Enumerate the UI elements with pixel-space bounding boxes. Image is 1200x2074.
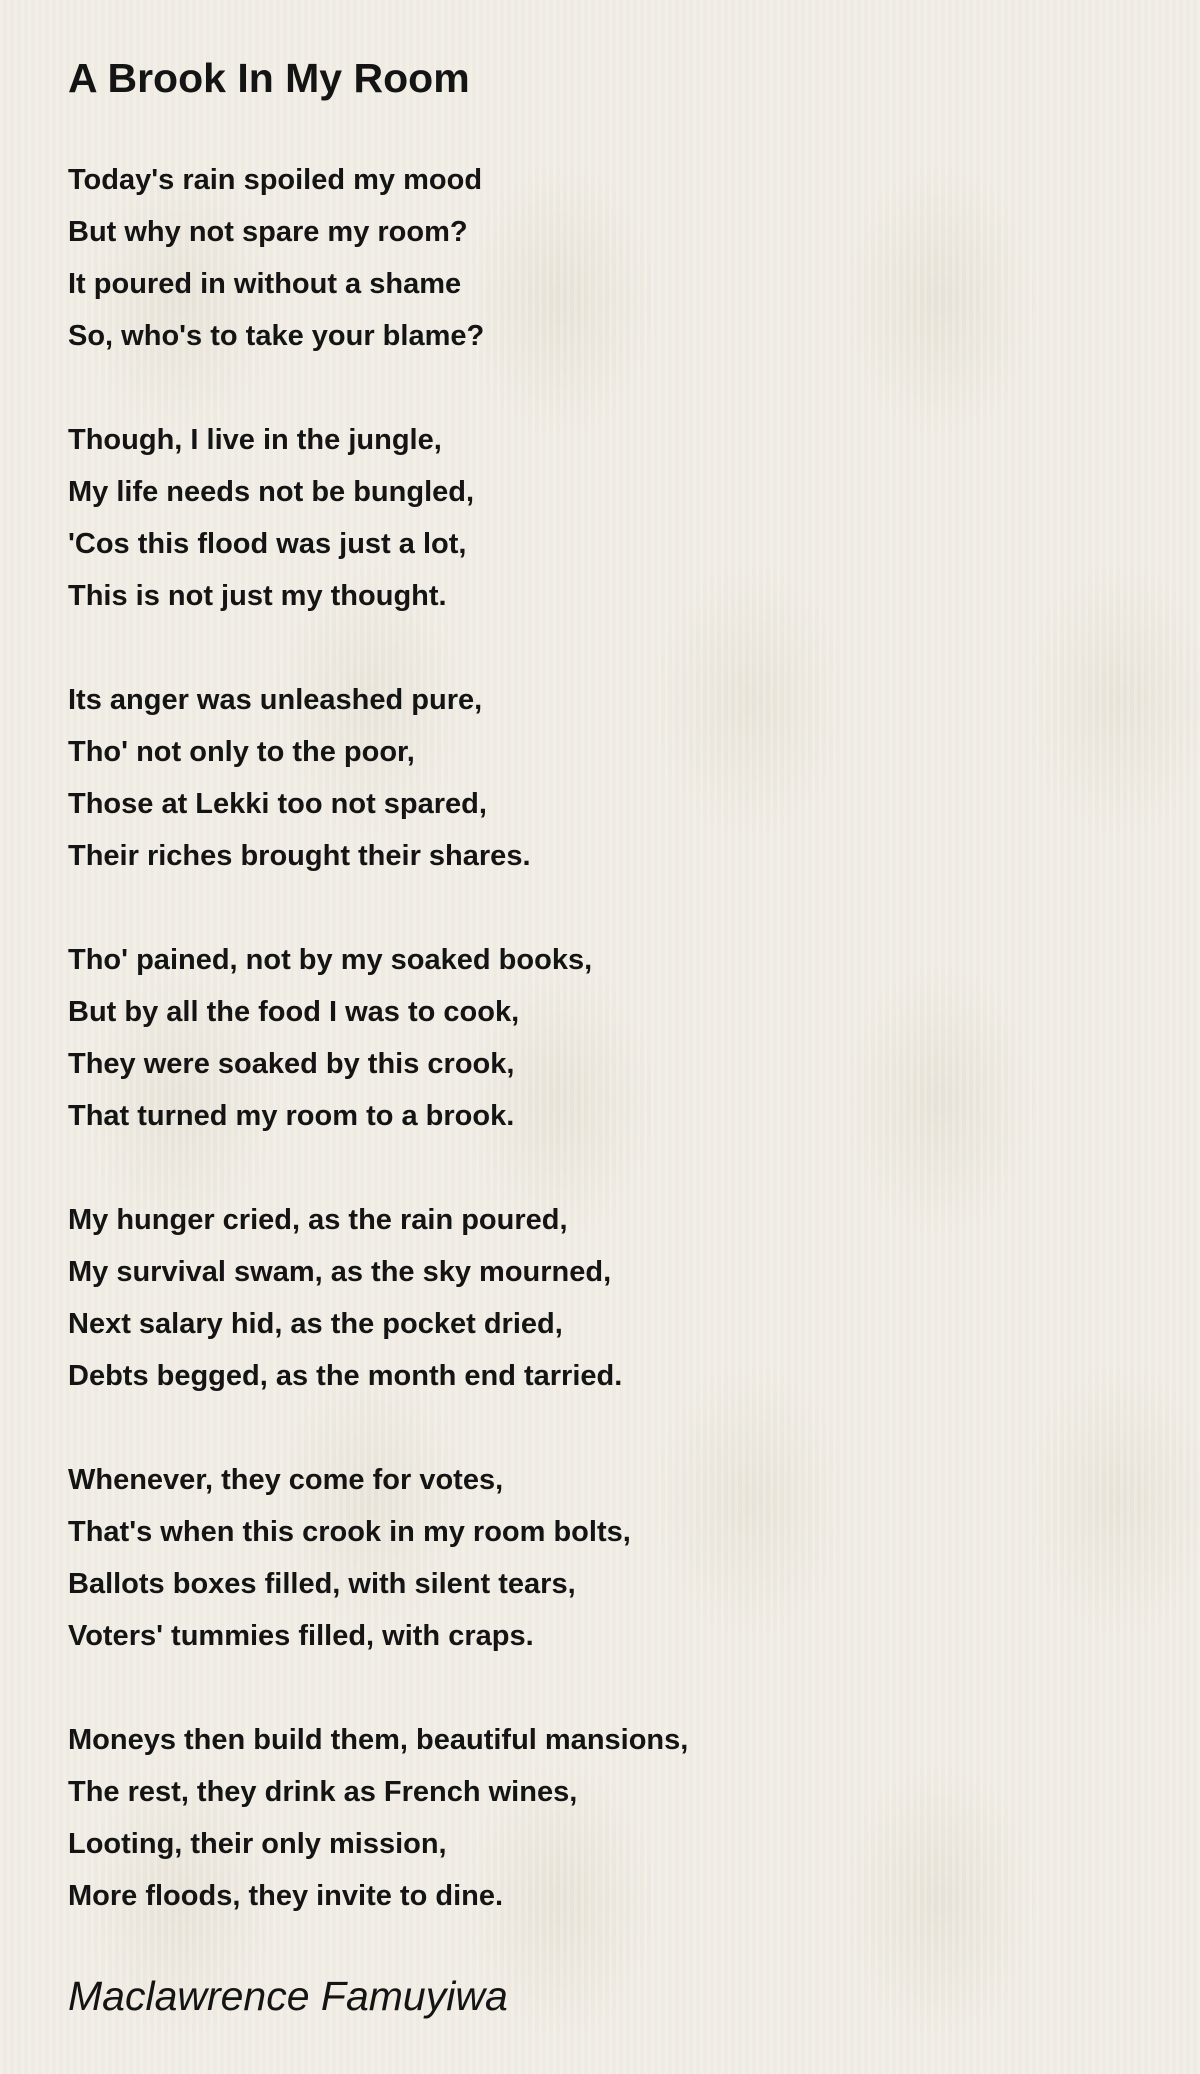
poem-line: My survival swam, as the sky mourned,: [68, 1256, 612, 1288]
poem-body: [68, 154, 1128, 1922]
poem-line: 'Cos this flood was just a lot,: [68, 528, 467, 560]
stanza: [68, 934, 1128, 1142]
poem-line: Though, I live in the jungle,: [68, 424, 442, 456]
poem-line: The rest, they drink as French wines,: [68, 1776, 578, 1808]
poem-line: Its anger was unleashed pure,: [68, 684, 483, 716]
stanza: [68, 1194, 1128, 1402]
poem-line: So, who's to take your blame?: [68, 320, 485, 352]
poem-line: That's when this crook in my room bolts,: [68, 1516, 631, 1548]
poem-title: A Brook In My Room: [68, 55, 470, 101]
stanza: [68, 674, 1128, 882]
poem-line: Debts begged, as the month end tarried.: [68, 1360, 623, 1392]
poem-line: Those at Lekki too not spared,: [68, 788, 487, 820]
poem-line: Voters' tummies filled, with craps.: [68, 1620, 534, 1652]
poem-card: [68, 48, 1128, 1974]
poem-author: Maclawrence Famuyiwa: [68, 1973, 508, 2019]
poem-line: They were soaked by this crook,: [68, 1048, 515, 1080]
poem-line: That turned my room to a brook.: [68, 1100, 515, 1132]
poem-line: Looting, their only mission,: [68, 1828, 447, 1860]
stanza: [68, 414, 1128, 622]
poem-line: This is not just my thought.: [68, 580, 447, 612]
poem-line: Today's rain spoiled my mood: [68, 164, 483, 196]
stanza: [68, 1714, 1128, 1922]
poem-line: Next salary hid, as the pocket dried,: [68, 1308, 563, 1340]
poem-line: Their riches brought their shares.: [68, 840, 531, 872]
poem-line: But why not spare my room?: [68, 216, 468, 248]
poem-line: But by all the food I was to cook,: [68, 996, 520, 1028]
poem-line: It poured in without a shame: [68, 268, 462, 300]
poem-line: Tho' not only to the poor,: [68, 736, 415, 768]
poem-line: Tho' pained, not by my soaked books,: [68, 944, 593, 976]
poem-line: Whenever, they come for votes,: [68, 1464, 504, 1496]
poem-line: Moneys then build them, beautiful mansions,: [68, 1724, 689, 1756]
poem-line: Ballots boxes filled, with silent tears,: [68, 1568, 576, 1600]
poem-line: My hunger cried, as the rain poured,: [68, 1204, 568, 1236]
poem-line: More floods, they invite to dine.: [68, 1880, 504, 1912]
stanza: [68, 154, 1128, 362]
stanza: [68, 1454, 1128, 1662]
poem-line: My life needs not be bungled,: [68, 476, 475, 508]
